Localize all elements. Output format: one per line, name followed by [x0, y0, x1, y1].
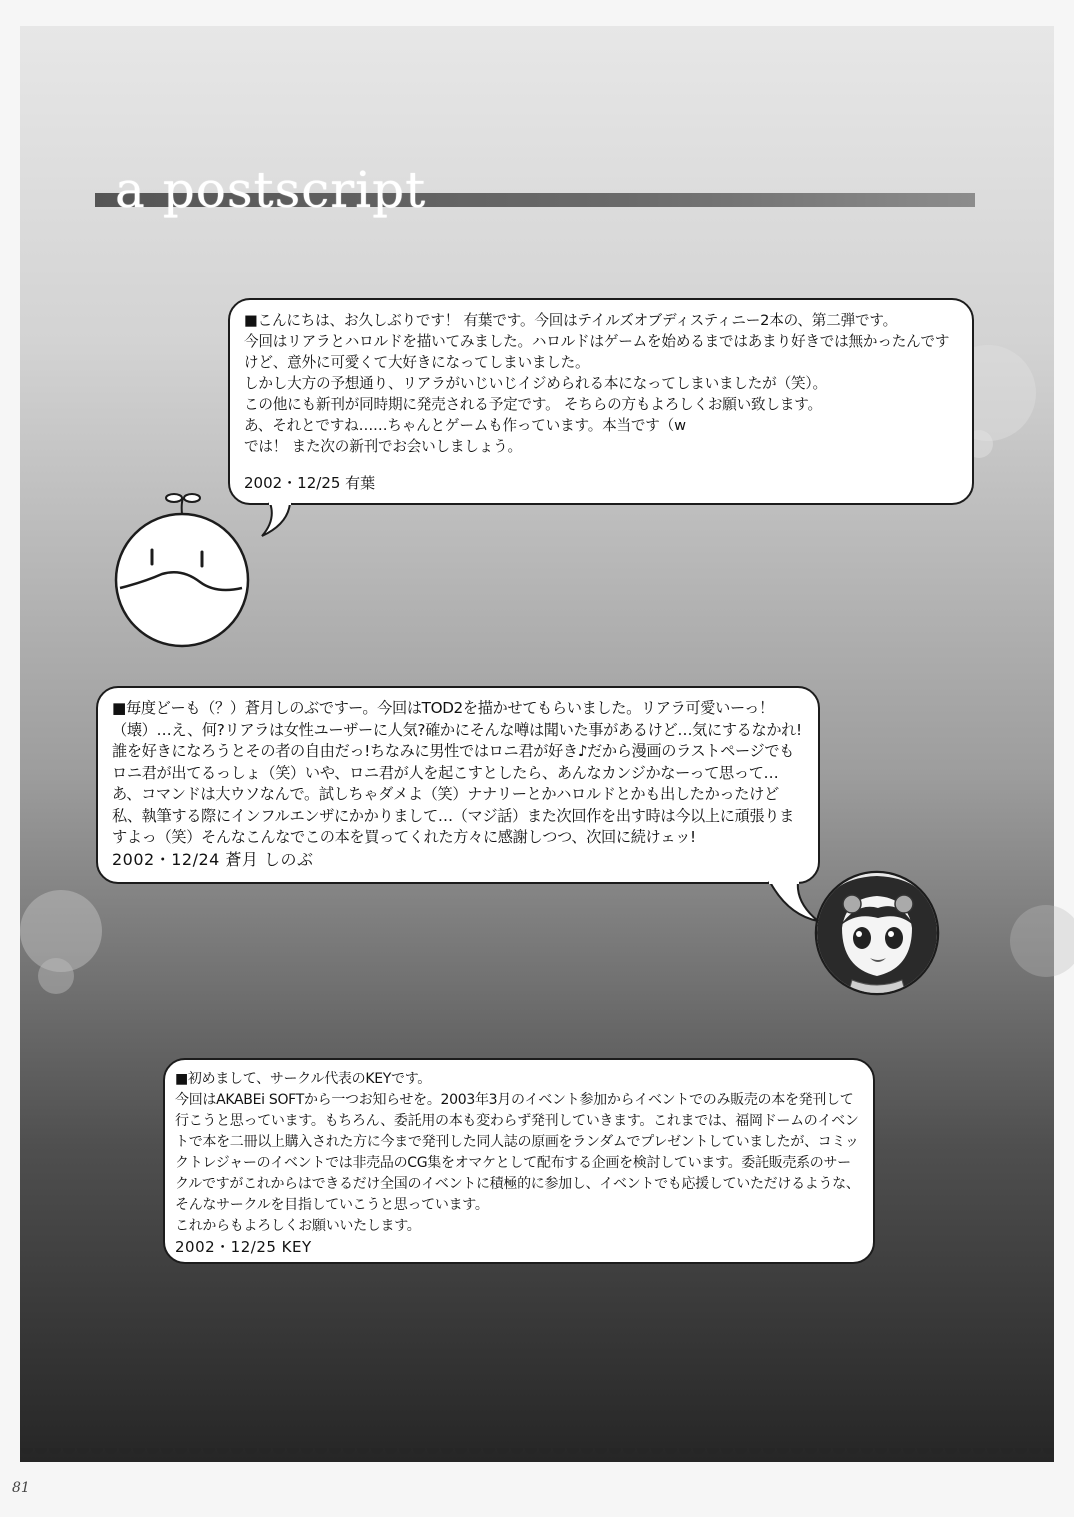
scalloped-border [20, 1448, 1054, 1472]
message-signature: 2002・12/25 KEY [175, 1238, 312, 1256]
girl-portrait-icon [812, 868, 942, 998]
speech-tail [764, 881, 824, 931]
haro-mascot-icon [104, 490, 264, 650]
page-title: a postscript [115, 161, 427, 219]
message-body: ■初めまして、サークル代表のKEYです。 今回はAKABEi SOFTから一つお知らせを。2003年3月のイベント参加からイベントでのみ販売の本を発刊して行こうと思っています。もちろん、委託用の本も変わらず発刊していきます。これまでは、福岡ドームのイベントで本を二冊以上購入された方に今まで発刊した同人誌の原画をランダムでプレゼントしていましたが、コミックトレジャーのイベントでは非売品のCG集をオマケとして配布する企画を検討しています。委託販売系のサークルですがこれからはできるだけ全国のイベントに積極的に参加し、イベントでも応援していただけるような、そんなサークルを目指していこうと思っています。 これからもよろしくお願いいたします。 [175, 1071, 860, 1234]
message-bubble [163, 1058, 875, 1264]
message-bubble [228, 298, 974, 505]
speech-tail [258, 502, 318, 542]
decorative-circle [38, 958, 74, 994]
message-bubble [96, 686, 820, 884]
message-body: ■毎度どーも（？）蒼月しのぶですー。今回はTOD2を描かせてもらいました。リアラ可愛いーっ！（壊）…え、何?リアラは女性ユーザーに人気?確かにそんな噂は聞いた事があるけど…気にするなかれ!誰を好きになろうとその者の自由だっ!ちなみに男性ではロニ君が好き♪だから漫画のラストページでもロニ君が出てるっしょ（笑）いや、ロニ君が人を起こすとしたら、あんなカンジかなーって思って…あ、コマンドは大ウソなんで。試しちゃダメよ（笑）ナナリーとかハロルドとかも出したかったけど私、執筆する際にインフルエンザにかかりまして…（マジ話）また次回作を出す時は今以上に頑張りますよっ（笑）そんなこんなでこの本を買ってくれた方々に感謝しつつ、次回に続けェッ! [112, 699, 802, 846]
message-signature: 2002・12/24 蒼月 しのぶ [112, 849, 314, 869]
message-signature: 2002・12/25 有葉 [244, 474, 376, 492]
decorative-circle [1010, 905, 1074, 977]
message-body: ■こんにちは、お久しぶりです！ 有葉です。今回はテイルズオブディスティニー2本の、第二弾です。 今回はリアラとハロルドを描いてみました。ハロルドはゲームを始めるまではあまり好きでは無かったんですけど、意外に可愛くて大好きになってしまいました。 しかし大方の予想通り、リアラがいじいじイジめられる本になってしまいましたが（笑）。 この他にも新刊が同時期に発売される予定です。 そちらの方もよろしくお願い致します。 あ、それとですね……ちゃんとゲームも作っています。本当です（w では！ また次の新刊でお会いしましょう。 [244, 312, 950, 455]
page-number: 81 [12, 1480, 30, 1496]
